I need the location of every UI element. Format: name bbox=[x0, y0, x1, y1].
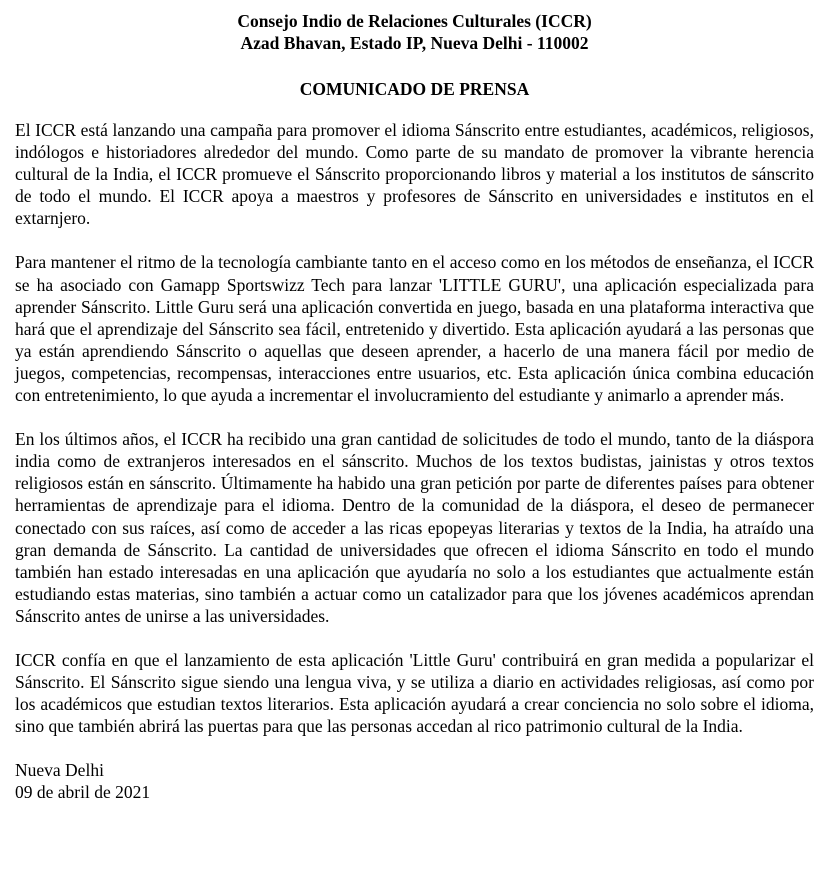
paragraph-1: El ICCR está lanzando una campaña para promover el idioma Sánscrito entre estudiantes, académicos, religiosos, indólogos e historiadores alrededor del mundo. Como parte de su mandato de promover la vibrante herencia cultural de la India, el ICCR promueve el Sánscrito proporcionando libros y material a los institutos de sánscrito de todo el mundo. El ICCR apoya a maestros y profesores de Sánscrito en universidades e institutos en el extarnjero. bbox=[15, 120, 814, 229]
paragraph-3: En los últimos años, el ICCR ha recibido una gran cantidad de solicitudes de todo el mundo, tanto de la diáspora india como de extranjeros interesados en el sánscrito. Muchos de los textos budistas, jainistas y otros textos religiosos están en sánscrito. Últimamente ha habido una gran petición por parte de diferentes países para obtener herramientas de aprendizaje para el idioma. Dentro de la comunidad de la diáspora, el deseo de permanecer conectado con sus raíces, así como de acceder a las ricas epopeyas literarias y textos de la India, ha atraído una gran demanda de Sánscrito. La cantidad de universidades que ofrecen el idioma Sánscrito en todo el mundo también han estado interesadas en una aplicación que ayudaría no solo a los estudiantes que actualmente están estudiando estas materias, sino también a actuar como un catalizador para que los jóvenes académicos aprendan Sánscrito antes de unirse a las universidades. bbox=[15, 429, 814, 626]
organization-name: Consejo Indio de Relaciones Culturales (ICCR) bbox=[237, 11, 592, 31]
document-title: COMUNICADO DE PRENSA bbox=[299, 79, 530, 99]
closing-place: Nueva Delhi bbox=[15, 760, 104, 781]
paragraph-2: Para mantener el ritmo de la tecnología cambiante tanto en el acceso como en los métodos de enseñanza, el ICCR se ha asociado con Gamapp Sportswizz Tech para lanzar 'LITTLE GURU', una aplicación especializada para aprender Sánscrito. Little Guru será una aplicación convertida en juego, basada en una plataforma interactiva que hará que el aprendizaje del Sánscrito sea fácil, entretenido y divertido. Esta aplicación ayudará a las personas que ya están aprendiendo Sánscrito o aquellas que deseen aprender, a hacerlo de una manera fácil por medio de juegos, competencias, recompensas, interacciones entre usuarios, etc. Esta aplicación única combina educación con entretenimiento, lo que ayuda a incrementar el involucramiento del estudiante y animarlo a aprender más. bbox=[15, 252, 814, 406]
closing-date: 09 de abril de 2021 bbox=[15, 782, 151, 803]
paragraph-4: ICCR confía en que el lanzamiento de esta aplicación 'Little Guru' contribuirá en gran medida a popularizar el Sánscrito. El Sánscrito sigue siendo una lengua viva, y se utiliza a diario en actividades religiosas, así como por los académicos que estudian textos literarios. Esta aplicación ayudará a crear conciencia no solo sobre el idioma, sino que también abrirá las puertas para que las personas accedan al rico patrimonio cultural de la India. bbox=[15, 649, 814, 737]
organization-address: Azad Bhavan, Estado IP, Nueva Delhi - 110002 bbox=[240, 33, 589, 53]
